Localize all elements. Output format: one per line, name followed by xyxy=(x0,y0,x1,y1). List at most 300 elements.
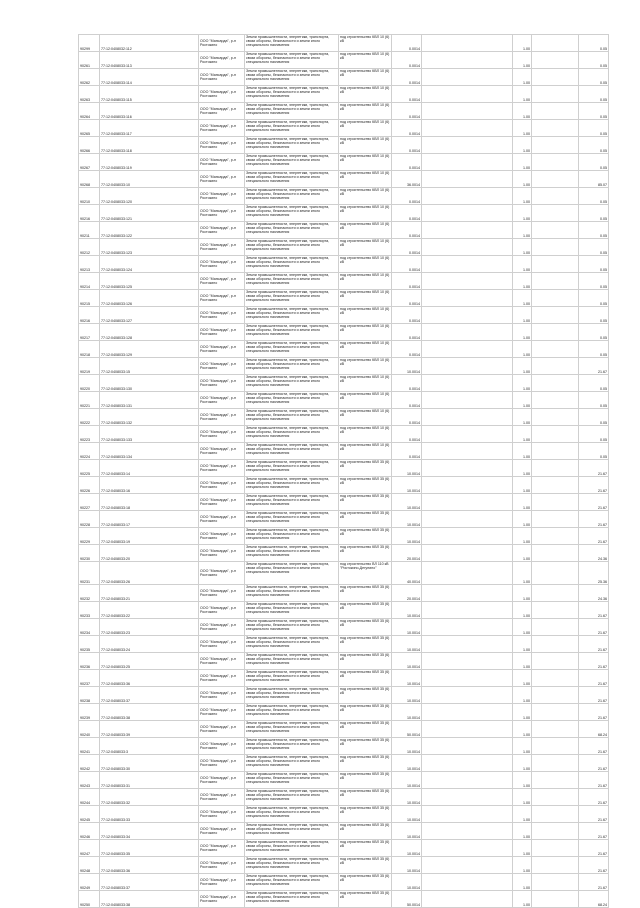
sum-cell: 0.05 xyxy=(579,324,609,341)
table-row xyxy=(79,52,609,69)
empty-cell xyxy=(532,409,579,426)
rate-cell: 1.00 xyxy=(513,375,532,392)
area-cell: 10.0014 xyxy=(392,619,422,636)
area-cell: 0.0014 xyxy=(392,205,422,222)
rate-cell: 1.00 xyxy=(513,392,532,409)
empty-cell xyxy=(532,205,579,222)
sum-cell: 0.05 xyxy=(579,392,609,409)
empty-cell xyxy=(422,103,513,120)
rate-cell: 1.00 xyxy=(513,307,532,324)
area-cell: 10.0014 xyxy=(392,806,422,823)
empty-cell xyxy=(422,375,513,392)
rate-cell: 1.00 xyxy=(513,443,532,460)
empty-cell xyxy=(532,874,579,891)
table-row xyxy=(79,188,609,205)
table-row xyxy=(79,704,609,721)
land-category-cell: Земли промышленности, энергетики, транспорта, связи обороны, безопасности и земли иного специального назначения xyxy=(245,562,339,585)
table-row xyxy=(79,103,609,120)
table-row xyxy=(79,205,609,222)
rate-cell: 1.00 xyxy=(513,636,532,653)
rate-cell: 1.00 xyxy=(513,256,532,273)
empty-cell xyxy=(422,755,513,772)
code-cell: 90216 xyxy=(79,307,100,324)
code-cell: 90268 xyxy=(79,171,100,188)
area-cell: 10.0014 xyxy=(392,687,422,704)
area-cell: 40.0014 xyxy=(392,562,422,585)
rate-cell: 1.00 xyxy=(513,324,532,341)
area-cell: 0.0014 xyxy=(392,290,422,307)
cadastral-number-cell: 77:12:0408033:18 xyxy=(100,494,199,511)
area-cell: 0.0014 xyxy=(392,392,422,409)
table-row xyxy=(79,772,609,789)
organization-cell: ООО "Мансарда", р-н Ростокино xyxy=(199,840,245,857)
code-cell: 90222 xyxy=(79,409,100,426)
organization-cell: ООО "Мансарда", р-н Ростокино xyxy=(199,789,245,806)
organization-cell: ООО "Мансарда", р-н Ростокино xyxy=(199,426,245,443)
empty-cell xyxy=(532,789,579,806)
empty-cell xyxy=(532,636,579,653)
rate-cell: 1.00 xyxy=(513,137,532,154)
sum-cell: 21.67 xyxy=(579,687,609,704)
purpose-cell: под строительство ВЛ 110 кВ "Ростокино-Дегунино" xyxy=(339,562,392,585)
sum-cell: 0.05 xyxy=(579,443,609,460)
cadastral-number-cell: 77:12:0408033:15 xyxy=(100,358,199,375)
rate-cell: 1.00 xyxy=(513,120,532,137)
organization-cell: ООО "Мансарда", р-н Ростокино xyxy=(199,392,245,409)
table-row xyxy=(79,562,609,585)
area-cell: 0.0014 xyxy=(392,120,422,137)
cadastral-number-cell: 77:12:0408033:17 xyxy=(100,511,199,528)
cadastral-number-cell: 77:12:0408033:21 xyxy=(100,585,199,602)
sum-cell: 0.05 xyxy=(579,375,609,392)
table-body xyxy=(79,35,609,908)
organization-cell: ООО "Мансарда", р-н Ростокино xyxy=(199,755,245,772)
cadastral-number-cell: 77:12:0408033:23 xyxy=(100,619,199,636)
empty-cell xyxy=(532,653,579,670)
land-category-cell: Земли промышленности, энергетики, транспорта, связи обороны, безопасности и земли иного специального назначения xyxy=(245,188,339,205)
land-category-cell: Земли промышленности, энергетики, транспорта, связи обороны, безопасности и земли иного специального назначения xyxy=(245,426,339,443)
empty-cell xyxy=(422,528,513,545)
empty-cell xyxy=(532,137,579,154)
rate-cell: 1.00 xyxy=(513,69,532,86)
cadastral-number-cell: 77:12:0408033:14 xyxy=(100,460,199,477)
sum-cell: 21.67 xyxy=(579,755,609,772)
purpose-cell: под строительство КВЛ 10 (6) кВ xyxy=(339,358,392,375)
cadastral-number-cell: 77:12:0408033:19 xyxy=(100,528,199,545)
code-cell: 90240 xyxy=(79,721,100,738)
empty-cell xyxy=(532,738,579,755)
purpose-cell: под строительство КВЛ 35 (6) кВ xyxy=(339,857,392,874)
empty-cell xyxy=(532,585,579,602)
area-cell: 0.0014 xyxy=(392,239,422,256)
purpose-cell: под строительство КВЛ 35 (6) кВ xyxy=(339,602,392,619)
purpose-cell: под строительство КВЛ 10 (6) кВ xyxy=(339,35,392,52)
area-cell: 0.0014 xyxy=(392,103,422,120)
cadastral-number-cell: 77:12:0408033:36 xyxy=(100,670,199,687)
table-row xyxy=(79,324,609,341)
sum-cell: 21.67 xyxy=(579,806,609,823)
cadastral-number-cell: 77:12:0408033:34 xyxy=(100,823,199,840)
empty-cell xyxy=(422,341,513,358)
empty-cell xyxy=(532,562,579,585)
table-row xyxy=(79,738,609,755)
land-category-cell: Земли промышленности, энергетики, транспорта, связи обороны, безопасности и земли иного специального назначения xyxy=(245,891,339,908)
code-cell: 90229 xyxy=(79,528,100,545)
empty-cell xyxy=(422,239,513,256)
rate-cell: 1.00 xyxy=(513,239,532,256)
organization-cell: ООО "Мансарда", р-н Ростокино xyxy=(199,52,245,69)
empty-cell xyxy=(422,738,513,755)
sum-cell: 0.05 xyxy=(579,69,609,86)
organization-cell: ООО "Мансарда", р-н Ростокино xyxy=(199,636,245,653)
area-cell: 50.0014 xyxy=(392,721,422,738)
empty-cell xyxy=(532,687,579,704)
code-cell: 90227 xyxy=(79,494,100,511)
cadastral-number-cell: 77:12:0408033:37 xyxy=(100,687,199,704)
purpose-cell: под строительство КВЛ 35 (6) кВ xyxy=(339,653,392,670)
cadastral-number-cell: 77:12:0408033:10 xyxy=(100,171,199,188)
empty-cell xyxy=(422,205,513,222)
table-row xyxy=(79,545,609,562)
area-cell: 10.0014 xyxy=(392,738,422,755)
empty-cell xyxy=(422,772,513,789)
land-category-cell: Земли промышленности, энергетики, транспорта, связи обороны, безопасности и земли иного специального назначения xyxy=(245,69,339,86)
code-cell: 90224 xyxy=(79,443,100,460)
table-row xyxy=(79,273,609,290)
code-cell: 90217 xyxy=(79,324,100,341)
code-cell: 90234 xyxy=(79,619,100,636)
land-category-cell: Земли промышленности, энергетики, транспорта, связи обороны, безопасности и земли иного специального назначения xyxy=(245,239,339,256)
area-cell: 10.0014 xyxy=(392,602,422,619)
table-row xyxy=(79,789,609,806)
area-cell: 10.0014 xyxy=(392,704,422,721)
empty-cell xyxy=(532,392,579,409)
cadastral-number-cell: 77:12:0408033:38 xyxy=(100,891,199,908)
empty-cell xyxy=(422,602,513,619)
sum-cell: 21.67 xyxy=(579,840,609,857)
sum-cell: 0.05 xyxy=(579,205,609,222)
land-category-cell: Земли промышленности, энергетики, транспорта, связи обороны, безопасности и земли иного специального назначения xyxy=(245,103,339,120)
empty-cell xyxy=(422,137,513,154)
organization-cell: ООО "Мансарда", р-н Ростокино xyxy=(199,562,245,585)
land-category-cell: Земли промышленности, энергетики, транспорта, связи обороны, безопасности и земли иного специального назначения xyxy=(245,324,339,341)
purpose-cell: под строительство КВЛ 35 (6) кВ xyxy=(339,840,392,857)
sum-cell: 21.67 xyxy=(579,528,609,545)
sum-cell: 21.67 xyxy=(579,670,609,687)
sum-cell: 0.05 xyxy=(579,239,609,256)
cadastral-number-cell: 77:12:0408033:114 xyxy=(100,69,199,86)
table-row xyxy=(79,687,609,704)
rate-cell: 1.00 xyxy=(513,585,532,602)
land-category-cell: Земли промышленности, энергетики, транспорта, связи обороны, безопасности и земли иного специального назначения xyxy=(245,721,339,738)
purpose-cell: под строительство КВЛ 10 (6) кВ xyxy=(339,222,392,239)
purpose-cell: под строительство КВЛ 35 (6) кВ xyxy=(339,721,392,738)
rate-cell: 1.00 xyxy=(513,670,532,687)
organization-cell: ООО "Мансарда", р-н Ростокино xyxy=(199,171,245,188)
cadastral-number-cell: 77:12:0408033:39 xyxy=(100,721,199,738)
land-category-cell: Земли промышленности, энергетики, транспорта, связи обороны, безопасности и земли иного специального назначения xyxy=(245,358,339,375)
organization-cell: ООО "Мансарда", р-н Ростокино xyxy=(199,687,245,704)
area-cell: 0.0014 xyxy=(392,137,422,154)
empty-cell xyxy=(422,511,513,528)
organization-cell: ООО "Мансарда", р-н Ростокино xyxy=(199,375,245,392)
code-cell: 90244 xyxy=(79,789,100,806)
land-category-cell: Земли промышленности, энергетики, транспорта, связи обороны, безопасности и земли иного специального назначения xyxy=(245,653,339,670)
empty-cell xyxy=(422,188,513,205)
empty-cell xyxy=(532,103,579,120)
code-cell: 90264 xyxy=(79,103,100,120)
cadastral-number-cell: 77:12:0408033:31 xyxy=(100,772,199,789)
table-row xyxy=(79,619,609,636)
land-category-cell: Земли промышленности, энергетики, транспорта, связи обороны, безопасности и земли иного специального назначения xyxy=(245,789,339,806)
land-category-cell: Земли промышленности, энергетики, транспорта, связи обороны, безопасности и земли иного специального назначения xyxy=(245,772,339,789)
land-category-cell: Земли промышленности, энергетики, транспорта, связи обороны, безопасности и земли иного специального назначения xyxy=(245,806,339,823)
code-cell: 90239 xyxy=(79,704,100,721)
table-row xyxy=(79,69,609,86)
cadastral-number-cell: 77:12:0408033:130 xyxy=(100,375,199,392)
land-category-cell: Земли промышленности, энергетики, транспорта, связи обороны, безопасности и земли иного специального назначения xyxy=(245,857,339,874)
purpose-cell: под строительство КВЛ 10 (6) кВ xyxy=(339,341,392,358)
purpose-cell: под строительство КВЛ 10 (6) кВ xyxy=(339,86,392,103)
cadastral-number-cell: 77:12:0408033:33 xyxy=(100,806,199,823)
purpose-cell: под строительство КВЛ 35 (6) кВ xyxy=(339,670,392,687)
cadastral-number-cell: 77:12:0408033:20 xyxy=(100,545,199,562)
land-category-cell: Земли промышленности, энергетики, транспорта, связи обороны, безопасности и земли иного специального назначения xyxy=(245,52,339,69)
purpose-cell: под строительство КВЛ 35 (6) кВ xyxy=(339,806,392,823)
cadastral-number-cell: 77:12:0408033:37 xyxy=(100,874,199,891)
purpose-cell: под строительство КВЛ 10 (6) кВ xyxy=(339,69,392,86)
empty-cell xyxy=(532,86,579,103)
land-category-cell: Земли промышленности, энергетики, транспорта, связи обороны, безопасности и земли иного специального назначения xyxy=(245,874,339,891)
land-category-cell: Земли промышленности, энергетики, транспорта, связи обороны, безопасности и земли иного специального назначения xyxy=(245,528,339,545)
cadastral-number-cell: 77:12:0408033:123 xyxy=(100,239,199,256)
organization-cell: ООО "Мансарда", р-н Ростокино xyxy=(199,69,245,86)
organization-cell: ООО "Мансарда", р-н Ростокино xyxy=(199,324,245,341)
sum-cell: 21.67 xyxy=(579,789,609,806)
cadastral-number-cell: 77:12:0408033:118 xyxy=(100,137,199,154)
sum-cell: 21.67 xyxy=(579,738,609,755)
empty-cell xyxy=(422,653,513,670)
land-category-cell: Земли промышленности, энергетики, транспорта, связи обороны, безопасности и земли иного специального назначения xyxy=(245,619,339,636)
land-category-cell: Земли промышленности, энергетики, транспорта, связи обороны, безопасности и земли иного специального назначения xyxy=(245,602,339,619)
empty-cell xyxy=(422,86,513,103)
area-cell: 10.0014 xyxy=(392,460,422,477)
table-row xyxy=(79,239,609,256)
empty-cell xyxy=(422,806,513,823)
empty-cell xyxy=(422,636,513,653)
table-row xyxy=(79,120,609,137)
cadastral-number-cell: 77:12:0408033:16 xyxy=(100,477,199,494)
empty-cell xyxy=(532,256,579,273)
sum-cell: 0.05 xyxy=(579,154,609,171)
sum-cell: 0.05 xyxy=(579,256,609,273)
organization-cell: ООО "Мансарда", р-н Ростокино xyxy=(199,511,245,528)
rate-cell: 1.00 xyxy=(513,789,532,806)
sum-cell: 24.36 xyxy=(579,545,609,562)
empty-cell xyxy=(422,494,513,511)
organization-cell: ООО "Мансарда", р-н Ростокино xyxy=(199,86,245,103)
empty-cell xyxy=(532,494,579,511)
table-row xyxy=(79,755,609,772)
empty-cell xyxy=(532,721,579,738)
organization-cell: ООО "Мансарда", р-н Ростокино xyxy=(199,585,245,602)
purpose-cell: под строительство КВЛ 10 (6) кВ xyxy=(339,171,392,188)
cadastral-number-cell: 77:12:0408033:24 xyxy=(100,636,199,653)
sum-cell: 21.67 xyxy=(579,704,609,721)
empty-cell xyxy=(532,273,579,290)
rate-cell: 1.00 xyxy=(513,86,532,103)
sum-cell: 0.05 xyxy=(579,52,609,69)
purpose-cell: под строительство КВЛ 10 (6) кВ xyxy=(339,375,392,392)
table-row xyxy=(79,511,609,528)
table-row xyxy=(79,290,609,307)
land-category-cell: Земли промышленности, энергетики, транспорта, связи обороны, безопасности и земли иного специального назначения xyxy=(245,704,339,721)
table-row xyxy=(79,307,609,324)
purpose-cell: под строительство КВЛ 35 (6) кВ xyxy=(339,874,392,891)
land-category-cell: Земли промышленности, энергетики, транспорта, связи обороны, безопасности и земли иного специального назначения xyxy=(245,341,339,358)
purpose-cell: под строительство КВЛ 10 (6) кВ xyxy=(339,426,392,443)
area-cell: 10.0014 xyxy=(392,494,422,511)
organization-cell: ООО "Мансарда", р-н Ростокино xyxy=(199,874,245,891)
rate-cell: 1.00 xyxy=(513,874,532,891)
cadastral-number-cell: 77:12:0408033:127 xyxy=(100,307,199,324)
empty-cell xyxy=(532,171,579,188)
organization-cell: ООО "Мансарда", р-н Ростокино xyxy=(199,188,245,205)
sum-cell: 21.67 xyxy=(579,460,609,477)
empty-cell xyxy=(532,602,579,619)
sum-cell: 0.05 xyxy=(579,188,609,205)
code-cell: 90266 xyxy=(79,137,100,154)
empty-cell xyxy=(422,35,513,52)
rate-cell: 1.00 xyxy=(513,171,532,188)
rate-cell: 1.00 xyxy=(513,477,532,494)
table-row xyxy=(79,670,609,687)
organization-cell: ООО "Мансарда", р-н Ростокино xyxy=(199,806,245,823)
empty-cell xyxy=(422,840,513,857)
sum-cell: 24.36 xyxy=(579,585,609,602)
area-cell: 10.0014 xyxy=(392,857,422,874)
land-category-cell: Земли промышленности, энергетики, транспорта, связи обороны, безопасности и земли иного специального назначения xyxy=(245,687,339,704)
rate-cell: 1.00 xyxy=(513,222,532,239)
purpose-cell: под строительство КВЛ 35 (6) кВ xyxy=(339,511,392,528)
code-cell: 90212 xyxy=(79,239,100,256)
purpose-cell: под строительство КВЛ 35 (6) кВ xyxy=(339,687,392,704)
cadastral-number-cell: 77:12:0408033:121 xyxy=(100,205,199,222)
purpose-cell: под строительство КВЛ 10 (6) кВ xyxy=(339,443,392,460)
table-row xyxy=(79,35,609,52)
empty-cell xyxy=(532,375,579,392)
code-cell: 90248 xyxy=(79,857,100,874)
rate-cell: 1.00 xyxy=(513,891,532,908)
area-cell: 0.0014 xyxy=(392,341,422,358)
purpose-cell: под строительство КВЛ 10 (6) кВ xyxy=(339,52,392,69)
purpose-cell: под строительство КВЛ 35 (6) кВ xyxy=(339,891,392,908)
land-category-cell: Земли промышленности, энергетики, транспорта, связи обороны, безопасности и земли иного специального назначения xyxy=(245,738,339,755)
area-cell: 10.0014 xyxy=(392,358,422,375)
empty-cell xyxy=(422,324,513,341)
organization-cell: ООО "Мансарда", р-н Ростокино xyxy=(199,154,245,171)
land-category-cell: Земли промышленности, энергетики, транспорта, связи обороны, безопасности и земли иного специального назначения xyxy=(245,585,339,602)
sum-cell: 25.36 xyxy=(579,562,609,585)
cadastral-number-cell: 77:12:0408033:115 xyxy=(100,86,199,103)
empty-cell xyxy=(532,823,579,840)
code-cell: 90231 xyxy=(79,562,100,585)
empty-cell xyxy=(532,840,579,857)
land-category-cell: Земли промышленности, энергетики, транспорта, связи обороны, безопасности и земли иного специального назначения xyxy=(245,477,339,494)
sum-cell: 21.67 xyxy=(579,772,609,789)
land-category-cell: Земли промышленности, энергетики, транспорта, связи обороны, безопасности и земли иного специального назначения xyxy=(245,636,339,653)
empty-cell xyxy=(532,35,579,52)
table-row xyxy=(79,392,609,409)
area-cell: 0.0014 xyxy=(392,35,422,52)
purpose-cell: под строительство КВЛ 35 (6) кВ xyxy=(339,460,392,477)
sum-cell: 21.67 xyxy=(579,653,609,670)
organization-cell: ООО "Мансарда", р-н Ростокино xyxy=(199,738,245,755)
sum-cell: 0.05 xyxy=(579,409,609,426)
purpose-cell: под строительство КВЛ 10 (6) кВ xyxy=(339,154,392,171)
code-cell: 90214 xyxy=(79,273,100,290)
land-category-cell: Земли промышленности, энергетики, транспорта, связи обороны, безопасности и земли иного специального назначения xyxy=(245,409,339,426)
sum-cell: 21.67 xyxy=(579,511,609,528)
table-row xyxy=(79,806,609,823)
empty-cell xyxy=(422,222,513,239)
table-row xyxy=(79,528,609,545)
rate-cell: 1.00 xyxy=(513,205,532,222)
area-cell: 10.0014 xyxy=(392,636,422,653)
cadastral-number-cell: 77:12:0408033:128 xyxy=(100,324,199,341)
area-cell: 0.0014 xyxy=(392,256,422,273)
empty-cell xyxy=(422,154,513,171)
sum-cell: 0.05 xyxy=(579,290,609,307)
land-category-cell: Земли промышленности, энергетики, транспорта, связи обороны, безопасности и земли иного специального назначения xyxy=(245,670,339,687)
land-category-cell: Земли промышленности, энергетики, транспорта, связи обороны, безопасности и земли иного специального назначения xyxy=(245,307,339,324)
organization-cell: ООО "Мансарда", р-н Ростокино xyxy=(199,602,245,619)
land-category-cell: Земли промышленности, энергетики, транспорта, связи обороны, безопасности и земли иного специального назначения xyxy=(245,840,339,857)
purpose-cell: под строительство КВЛ 35 (6) кВ xyxy=(339,494,392,511)
sum-cell: 0.05 xyxy=(579,307,609,324)
empty-cell xyxy=(532,443,579,460)
code-cell: 90219 xyxy=(79,358,100,375)
land-category-cell: Земли промышленности, энергетики, транспорта, связи обороны, безопасности и земли иного специального назначения xyxy=(245,545,339,562)
table-row xyxy=(79,137,609,154)
purpose-cell: под строительство КВЛ 35 (6) кВ xyxy=(339,528,392,545)
land-category-cell: Земли промышленности, энергетики, транспорта, связи обороны, безопасности и земли иного специального назначения xyxy=(245,171,339,188)
purpose-cell: под строительство КВЛ 10 (6) кВ xyxy=(339,120,392,137)
area-cell: 0.0014 xyxy=(392,154,422,171)
empty-cell xyxy=(422,69,513,86)
organization-cell: ООО "Мансарда", р-н Ростокино xyxy=(199,358,245,375)
empty-cell xyxy=(532,619,579,636)
code-cell: 90249 xyxy=(79,874,100,891)
sum-cell: 0.05 xyxy=(579,35,609,52)
sum-cell: 0.05 xyxy=(579,86,609,103)
organization-cell: ООО "Мансарда", р-н Ростокино xyxy=(199,273,245,290)
rate-cell: 1.00 xyxy=(513,154,532,171)
area-cell: 0.0014 xyxy=(392,188,422,205)
purpose-cell: под строительство КВЛ 35 (6) кВ xyxy=(339,738,392,755)
area-cell: 10.0014 xyxy=(392,511,422,528)
organization-cell: ООО "Мансарда", р-н Ростокино xyxy=(199,443,245,460)
cadastral-number-cell: 77:12:0408033:120 xyxy=(100,188,199,205)
rate-cell: 1.00 xyxy=(513,653,532,670)
land-category-cell: Земли промышленности, энергетики, транспорта, связи обороны, безопасности и земли иного специального назначения xyxy=(245,443,339,460)
empty-cell xyxy=(532,52,579,69)
cadastral-number-cell: 77:12:0408033:36 xyxy=(100,857,199,874)
rate-cell: 1.00 xyxy=(513,494,532,511)
empty-cell xyxy=(422,670,513,687)
area-cell: 0.0014 xyxy=(392,86,422,103)
empty-cell xyxy=(422,562,513,585)
